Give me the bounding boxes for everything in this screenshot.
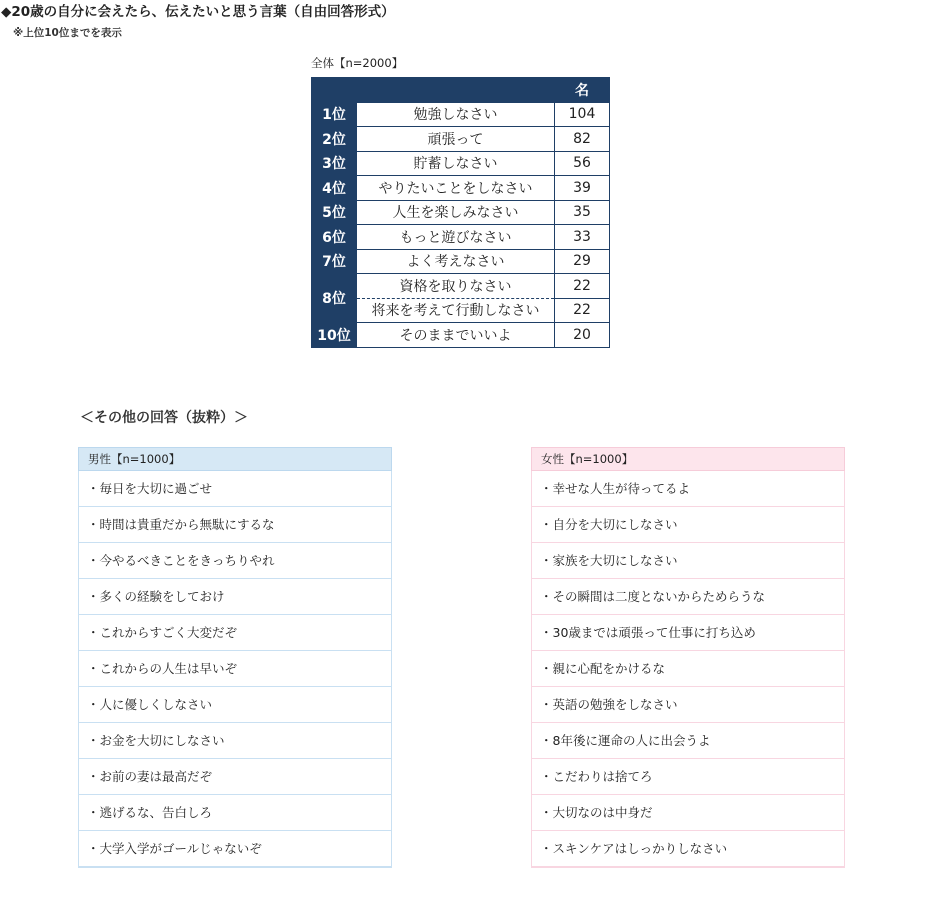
ranking-caption: 全体【n=2000】 bbox=[311, 56, 404, 70]
rank-header-cell bbox=[312, 78, 357, 103]
female-answers-panel bbox=[531, 447, 845, 868]
answer-header-cell bbox=[357, 78, 555, 103]
list-item: ・8年後に運命の人に出会うよ bbox=[532, 723, 844, 759]
answer-cell: 勉強しなさい bbox=[357, 102, 555, 127]
rank-cell: 7位 bbox=[312, 249, 357, 274]
list-item: ・幸せな人生が待ってるよ bbox=[532, 471, 844, 507]
rank-cell: 10位 bbox=[312, 323, 357, 348]
list-item: ・時間は貴重だから無駄にするな bbox=[79, 507, 391, 543]
ranking-row bbox=[312, 249, 610, 274]
rank-cell: 4位 bbox=[312, 176, 357, 201]
answer-cell: 将来を考えて行動しなさい bbox=[357, 298, 555, 323]
count-cell: 29 bbox=[555, 249, 610, 274]
answer-cell: 頑張って bbox=[357, 127, 555, 152]
list-item: ・人に優しくしなさい bbox=[79, 687, 391, 723]
ranking-row bbox=[312, 151, 610, 176]
list-item: ・親に心配をかけるな bbox=[532, 651, 844, 687]
ranking-header-row bbox=[312, 78, 610, 103]
list-item: ・多くの経験をしておけ bbox=[79, 579, 391, 615]
ranking-row bbox=[312, 176, 610, 201]
list-item: ・英語の勉強をしなさい bbox=[532, 687, 844, 723]
rank-cell: 5位 bbox=[312, 200, 357, 225]
count-cell: 56 bbox=[555, 151, 610, 176]
answer-cell: 貯蓄しなさい bbox=[357, 151, 555, 176]
list-item: ・こだわりは捨てろ bbox=[532, 759, 844, 795]
list-item: ・家族を大切にしなさい bbox=[532, 543, 844, 579]
ranking-row bbox=[312, 274, 610, 299]
list-item: ・お前の妻は最高だぞ bbox=[79, 759, 391, 795]
female-answers-list bbox=[531, 471, 845, 868]
list-item: ・逃げるな、告白しろ bbox=[79, 795, 391, 831]
answer-cell: やりたいことをしなさい bbox=[357, 176, 555, 201]
ranking-row bbox=[312, 323, 610, 348]
list-item: ・その瞬間は二度とないからためらうな bbox=[532, 579, 844, 615]
list-item: ・スキンケアはしっかりしなさい bbox=[532, 831, 844, 867]
rank-cell: 8位 bbox=[312, 274, 357, 323]
female-panel-header: 女性【n=1000】 bbox=[531, 447, 845, 471]
answer-cell: もっと遊びなさい bbox=[357, 225, 555, 250]
answer-cell: 資格を取りなさい bbox=[357, 274, 555, 299]
display-note: ※上位10位までを表示 bbox=[13, 27, 122, 39]
count-cell: 20 bbox=[555, 323, 610, 348]
list-item: ・これからすごく大変だぞ bbox=[79, 615, 391, 651]
list-item: ・お金を大切にしなさい bbox=[79, 723, 391, 759]
page-title: ◆20歳の自分に会えたら、伝えたいと思う言葉（自由回答形式） bbox=[1, 4, 395, 20]
count-cell: 22 bbox=[555, 298, 610, 323]
ranking-row bbox=[312, 102, 610, 127]
count-header-cell: 名 bbox=[555, 78, 610, 103]
list-item: ・今やるべきことをきっちりやれ bbox=[79, 543, 391, 579]
rank-cell: 6位 bbox=[312, 225, 357, 250]
list-item: ・毎日を大切に過ごせ bbox=[79, 471, 391, 507]
answer-cell: よく考えなさい bbox=[357, 249, 555, 274]
answer-cell: 人生を楽しみなさい bbox=[357, 200, 555, 225]
count-cell: 22 bbox=[555, 274, 610, 299]
list-item: ・大学入学がゴールじゃないぞ bbox=[79, 831, 391, 867]
count-cell: 82 bbox=[555, 127, 610, 152]
other-answers-heading: ＜その他の回答（抜粋）＞ bbox=[80, 410, 248, 426]
count-cell: 33 bbox=[555, 225, 610, 250]
ranking-row bbox=[312, 298, 610, 323]
rank-cell: 3位 bbox=[312, 151, 357, 176]
rank-cell: 2位 bbox=[312, 127, 357, 152]
list-item: ・30歳までは頑張って仕事に打ち込め bbox=[532, 615, 844, 651]
list-item: ・自分を大切にしなさい bbox=[532, 507, 844, 543]
male-answers-list bbox=[78, 471, 392, 868]
answer-cell: そのままでいいよ bbox=[357, 323, 555, 348]
ranking-row bbox=[312, 200, 610, 225]
male-panel-header: 男性【n=1000】 bbox=[78, 447, 392, 471]
ranking-table bbox=[311, 77, 610, 348]
count-cell: 104 bbox=[555, 102, 610, 127]
male-answers-panel bbox=[78, 447, 392, 868]
ranking-row bbox=[312, 127, 610, 152]
list-item: ・これからの人生は早いぞ bbox=[79, 651, 391, 687]
ranking-row bbox=[312, 225, 610, 250]
list-item: ・大切なのは中身だ bbox=[532, 795, 844, 831]
rank-cell: 1位 bbox=[312, 102, 357, 127]
count-cell: 35 bbox=[555, 200, 610, 225]
count-cell: 39 bbox=[555, 176, 610, 201]
